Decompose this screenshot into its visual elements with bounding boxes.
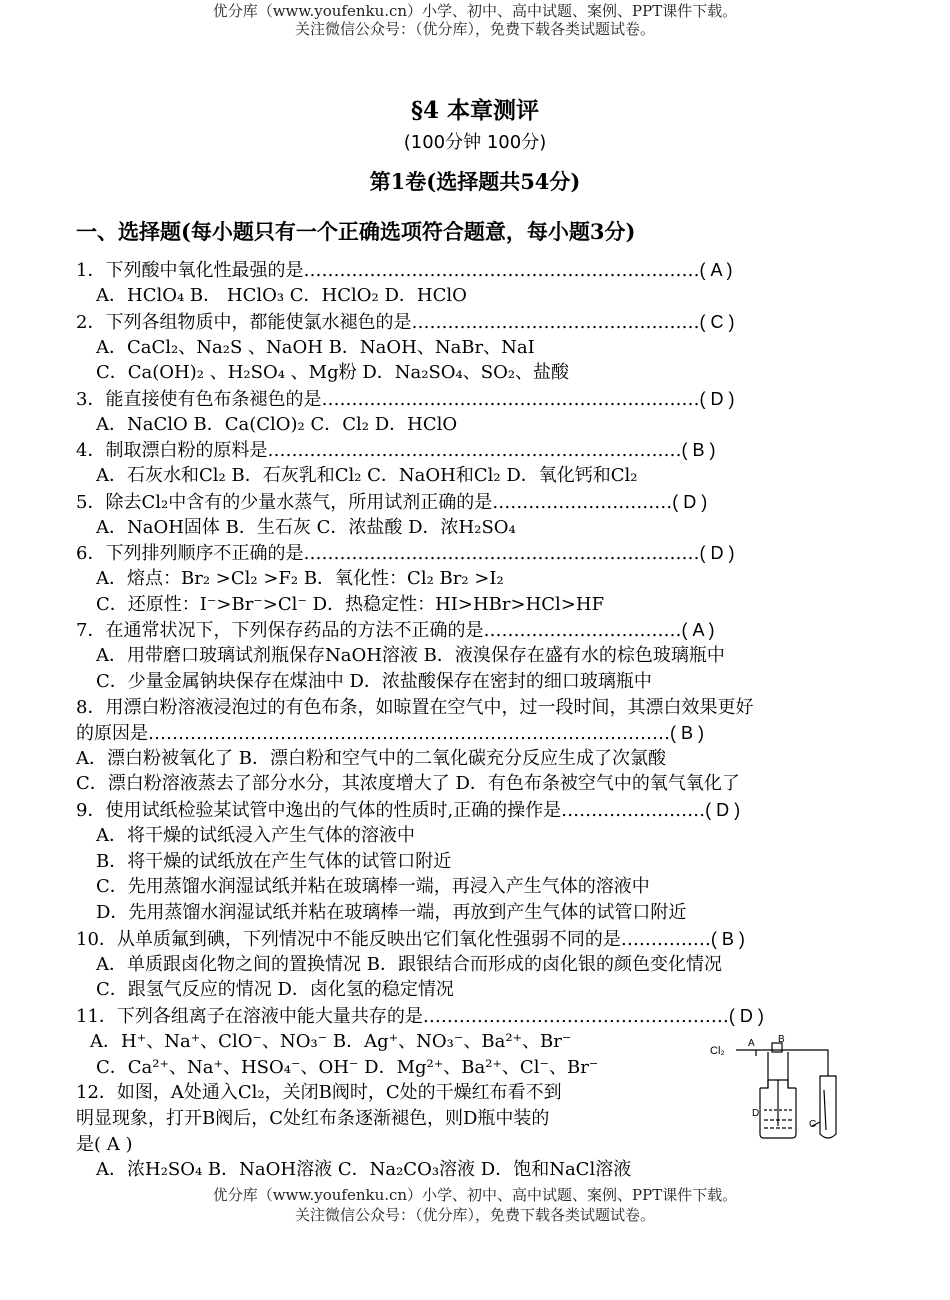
q2-answer: ( C ) — [699, 312, 735, 332]
q1-stem-text: 1．下列酸中氧化性最强的是 — [76, 260, 304, 281]
q8-stem-2-text: 的原因是 — [76, 723, 148, 744]
q7-stem-text: 7．在通常状况下，下列保存药品的方法不正确的是 — [76, 620, 484, 641]
q11-stem: 11．下列各组离子在溶液中能大量共存的是……………………………………………( D ) — [76, 1006, 764, 1027]
page-title: §4 本章测评 — [410, 97, 540, 124]
q8-stem-2: 的原因是……………………………………………………………………………( B ) — [76, 723, 704, 744]
q7-options-2: C．少量金属钠块保存在煤油中 D．浓盐酸保存在密封的细口玻璃瓶中 — [96, 671, 652, 692]
q8-answer: ( B ) — [670, 723, 704, 743]
q10-options-1: A．单质跟卤化物之间的置换情况 B．跟银结合而形成的卤化银的颜色变化情况 — [96, 954, 722, 975]
q5-stem: 5．除去Cl₂中含有的少量水蒸气，所用试剂正确的是…………………………( D ) — [76, 492, 708, 513]
q5-answer: ( D ) — [672, 492, 708, 512]
q8-options-1: A．漂白粉被氧化了 B．漂白粉和空气中的二氧化碳充分反应生成了次氯酸 — [76, 748, 666, 769]
apparatus-lines — [736, 1043, 836, 1138]
fig-label-cl2: Cl₂ — [710, 1045, 725, 1057]
q6-options-1: A．熔点：Br₂ >Cl₂ >F₂ B．氧化性：Cl₂ Br₂ >I₂ — [96, 568, 504, 589]
q5-stem-text: 5．除去Cl₂中含有的少量水蒸气，所用试剂正确的是 — [76, 492, 493, 513]
q10-answer: ( B ) — [710, 929, 745, 949]
q9-option-b: B．将干燥的试纸放在产生气体的试管口附近 — [96, 851, 452, 872]
q8-stem-1: 8．用漂白粉溶液浸泡过的有色布条，如晾置在空气中，过一段时间，其漂白效果更好 — [76, 697, 754, 718]
q12-stem-2: 明显现象，打开B阀后，C处红布条逐渐褪色，则D瓶中装的 — [76, 1108, 550, 1129]
footer-line-2: 关注微信公众号：（优分库），免费下载各类试题试卷。 — [294, 1206, 655, 1224]
q10-stem-text: 10．从单质氟到碘，下列情况中不能反映出它们氧化性强弱不同的是 — [76, 929, 621, 950]
q2-stem-text: 2．下列各组物质中，都能使氯水褪色的是 — [76, 312, 412, 333]
part-title: 第1卷(选择题共54分) — [369, 169, 581, 194]
fig-label-a: A — [748, 1038, 755, 1049]
q11-options-2: C．Ca²⁺、Na⁺、HSO₄⁻、OH⁻ D．Mg²⁺、Ba²⁺、Cl⁻、Br⁻ — [96, 1057, 599, 1078]
exam-duration: (100分钟 100分) — [403, 132, 547, 153]
q6-stem-text: 6．下列排列顺序不正确的是 — [76, 543, 304, 564]
q6-stem: 6．下列排列顺序不正确的是…………………………………………………………( D ) — [76, 543, 735, 564]
q9-option-c: C．先用蒸馏水润湿试纸并粘在玻璃棒一端，再浸入产生气体的溶液中 — [96, 876, 650, 897]
q9-stem: 9．使用试纸检验某试管中逸出的气体的性质时,正确的操作是……………………( D ) — [76, 800, 741, 821]
q9-option-a: A．将干燥的试纸浸入产生气体的溶液中 — [96, 825, 415, 846]
apparatus-figure — [708, 1030, 868, 1142]
q3-stem-text: 3．能直接使有色布条褪色的是 — [76, 389, 322, 410]
q5-options: A．NaOH固体 B．生石灰 C．浓盐酸 D．浓H₂SO₄ — [96, 517, 516, 538]
q7-answer: ( A ) — [681, 620, 715, 640]
q10-stem: 10．从单质氟到碘，下列情况中不能反映出它们氧化性强弱不同的是……………( B ) — [76, 929, 745, 950]
q4-stem: 4．制取漂白粉的原料是……………………………………………………………( B ) — [76, 440, 716, 461]
q1-stem: 1．下列酸中氧化性最强的是…………………………………………………………( A ) — [76, 260, 733, 281]
q4-options: A．石灰水和Cl₂ B．石灰乳和Cl₂ C．NaOH和Cl₂ D．氧化钙和Cl₂ — [96, 465, 638, 486]
fig-label-d: D — [752, 1108, 760, 1119]
q12-stem-3: 是( A ) — [76, 1134, 133, 1155]
q2-options-2: C．Ca(OH)₂ 、H₂SO₄ 、Mg粉 D．Na₂SO₄、SO₂、盐酸 — [96, 362, 570, 383]
section-heading: 一、选择题(每小题只有一个正确选项符合题意，每小题3分) — [76, 219, 636, 244]
q3-stem: 3．能直接使有色布条褪色的是………………………………………………………( D ) — [76, 389, 735, 410]
q9-option-d: D．先用蒸馏水润湿试纸并粘在玻璃棒一端，再放到产生气体的试管口附近 — [96, 902, 687, 923]
q10-options-2: C．跟氢气反应的情况 D．卤化氢的稳定情况 — [96, 979, 454, 1000]
q9-answer: ( D ) — [705, 800, 741, 820]
footer-line-1: 优分库（www.youfenku.cn）小学、初中、高中试题、案例、PPT课件下载。 — [212, 1186, 738, 1204]
q4-answer: ( B ) — [681, 440, 716, 460]
q6-options-2: C．还原性：I⁻>Br⁻>Cl⁻ D．热稳定性：HI>HBr>HCl>HF — [96, 594, 605, 615]
fig-label-b: B — [778, 1034, 785, 1045]
q9-stem-text: 9．使用试纸检验某试管中逸出的气体的性质时,正确的操作是 — [76, 800, 562, 821]
q2-options-1: A．CaCl₂、Na₂S 、NaOH B．NaOH、NaBr、NaI — [96, 337, 535, 358]
q7-stem: 7．在通常状况下，下列保存药品的方法不正确的是……………………………( A ) — [76, 620, 715, 641]
q3-options: A．NaClO B．Ca(ClO)₂ C．Cl₂ D．HClO — [96, 414, 458, 435]
header-line-1: 优分库（www.youfenku.cn）小学、初中、高中试题、案例、PPT课件下载。 — [212, 2, 738, 20]
q4-stem-text: 4．制取漂白粉的原料是 — [76, 440, 268, 461]
q3-answer: ( D ) — [699, 389, 735, 409]
q11-options-1: A．H⁺、Na⁺、ClO⁻、NO₃⁻ B．Ag⁺、NO₃⁻、Ba²⁺、Br⁻ — [90, 1031, 572, 1052]
q1-options: A．HClO₄ B． HClO₃ C．HClO₂ D．HClO — [96, 285, 467, 306]
q6-answer: ( D ) — [699, 543, 735, 563]
q1-answer: ( A ) — [699, 260, 733, 280]
q7-options-1: A．用带磨口玻璃试剂瓶保存NaOH溶液 B．液溴保存在盛有水的棕色玻璃瓶中 — [96, 645, 725, 666]
q12-options: A．浓H₂SO₄ B．NaOH溶液 C．Na₂CO₃溶液 D．饱和NaCl溶液 — [96, 1159, 632, 1180]
header-line-2: 关注微信公众号：（优分库），免费下载各类试题试卷。 — [294, 20, 655, 38]
q11-stem-text: 11．下列各组离子在溶液中能大量共存的是 — [76, 1006, 423, 1027]
q12-stem-1: 12．如图，A处通入Cl₂，关闭B阀时，C处的干燥红布看不到 — [76, 1082, 562, 1103]
q11-answer: ( D ) — [728, 1006, 764, 1026]
q2-stem: 2．下列各组物质中，都能使氯水褪色的是…………………………………………( C ) — [76, 312, 735, 333]
q8-options-2: C．漂白粉溶液蒸去了部分水分，其浓度增大了 D．有色布条被空气中的氧气氧化了 — [76, 773, 740, 794]
fig-label-c: C — [809, 1119, 817, 1130]
